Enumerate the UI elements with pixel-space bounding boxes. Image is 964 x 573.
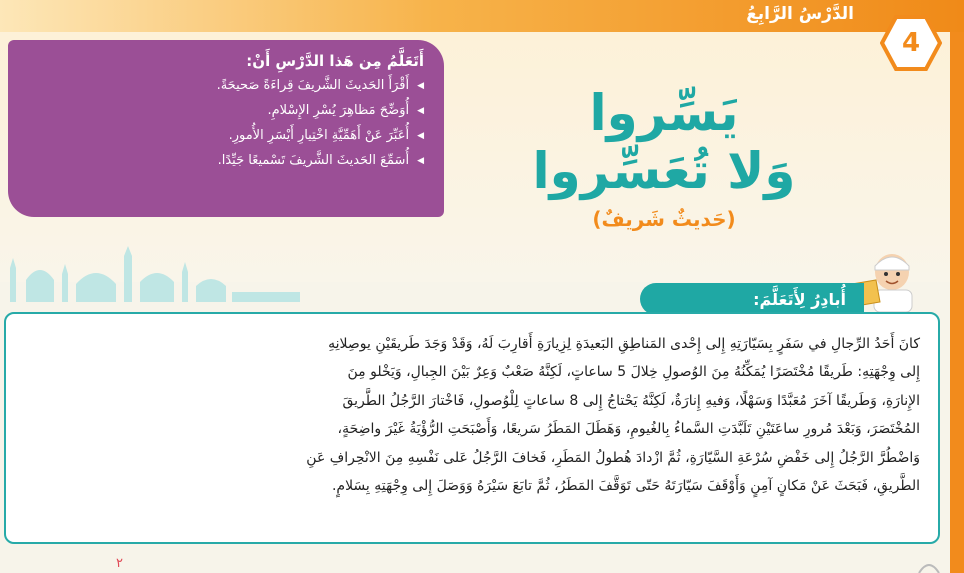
objective-item	[20, 78, 424, 93]
story-line: المُخْتَصَرَ، وَبَعْدَ مُرورِ ساعَتَيْنِ تَلَبَّدَتِ السَّماءُ بِالغُيومِ، وَهَطَلَ المَطَرُ سَريعًا، وَأَصْبَحَتِ الرُّؤْيَةُ غَيْرَ واضِحَةٍ،	[337, 421, 920, 438]
story-line: الإِنارَةِ، وَطَريقًا آخَرَ مُعَبَّدًا وَسَهْلًا، وَفيهِ إِنارَةٌ، لَكِنَّهُ يَحْتاجُ إِلى 8 ساعاتٍ لِلْوُصولِ، فَاخْتارَ الرَّجُلُ الطَّريقَ	[342, 392, 920, 409]
triangle-bullet-icon: ◀	[417, 130, 424, 141]
lesson-number: 4	[901, 28, 921, 58]
objectives-panel	[8, 40, 444, 217]
objective-text: أُوَضِّحَ مَظاهِرَ يُسْرِ الإِسْلامِ.	[267, 103, 410, 118]
objective-text: أَقْرَأَ الحَديثَ الشَّريفَ قِراءَةً صَحيحَةً.	[216, 78, 410, 93]
lesson-badge	[880, 14, 942, 72]
objective-item	[20, 153, 424, 168]
triangle-bullet-icon: ◀	[417, 80, 424, 91]
corner-ornament-icon	[918, 557, 940, 573]
objective-text: أُسَمِّعَ الحَديثَ الشَّريفَ تَسْميعًا جَيِّدًا.	[217, 153, 410, 168]
objective-item	[20, 103, 424, 118]
section-banner: أُبادِرُ لِأَتَعَلَّمَ:	[640, 283, 864, 315]
lesson-title-line1: يَسِّروا	[589, 84, 739, 142]
page-number: ٢	[116, 556, 123, 571]
story-line: الطَّريقِ، فَبَحَثَ عَنْ مَكانٍ آمِنٍ وَأَوْقَفَ سَيّارَتَهُ حَتّى تَوَقَّفَ المَطَرُ، ثُمَّ تابَعَ سَيْرَهُ وَوَصَلَ إِلى وِجْهَتِهِ بِسَلامٍ.	[331, 478, 920, 495]
story-line: وَاضْطُرَّ الرَّجُلُ إِلى خَفْضِ سُرْعَةِ السَّيّارَةِ، ثُمَّ ازْدادَ هُطولُ المَطَرِ، فَخافَ الرَّجُلُ عَلى نَفْسِهِ مِنَ الانْحِرافِ عَنِ	[306, 449, 920, 466]
objective-text: أُعَبِّرَ عَنْ أَهَمِّيَّةِ اخْتِيارِ أَيْسَرِ الأُمورِ.	[228, 128, 410, 143]
story-line: إِلى وِجْهَتِهِ: طَريقًا مُخْتَصَرًا يُمَكِّنُهُ مِنَ الوُصولِ خِلالَ 5 ساعاتٍ، لَكِنَّهُ صَعْبٌ وَعِرٌ بَيْنَ الجِبالِ، وَيَخْلو مِنَ	[347, 364, 920, 381]
triangle-bullet-icon: ◀	[417, 105, 424, 116]
lesson-subtitle: (حَديثٌ شَريفٌ)	[592, 207, 736, 231]
story-line: كانَ أَحَدُ الرِّجالِ في سَفَرٍ بِسَيّارَتِهِ إِلى إِحْدى المَناطِقِ البَعيدَةِ لِزِيارَةِ أَقارِبَ لَهُ، وَقَدْ وَجَدَ طَريقَيْنِ يوصِلانِهِ	[328, 336, 920, 352]
right-stripe	[950, 32, 964, 573]
lesson-label: الدَّرْسُ الرَّابِعُ	[746, 4, 854, 24]
triangle-bullet-icon: ◀	[417, 155, 424, 166]
lesson-title-line2: وَلا تُعَسِّروا	[532, 142, 796, 200]
story-box	[4, 312, 940, 544]
mosque-skyline-icon	[0, 246, 300, 302]
objective-item	[20, 128, 424, 143]
objectives-title: أَتَعَلَّمُ مِن هَذا الدَّرْسِ أَنْ:	[246, 52, 424, 70]
